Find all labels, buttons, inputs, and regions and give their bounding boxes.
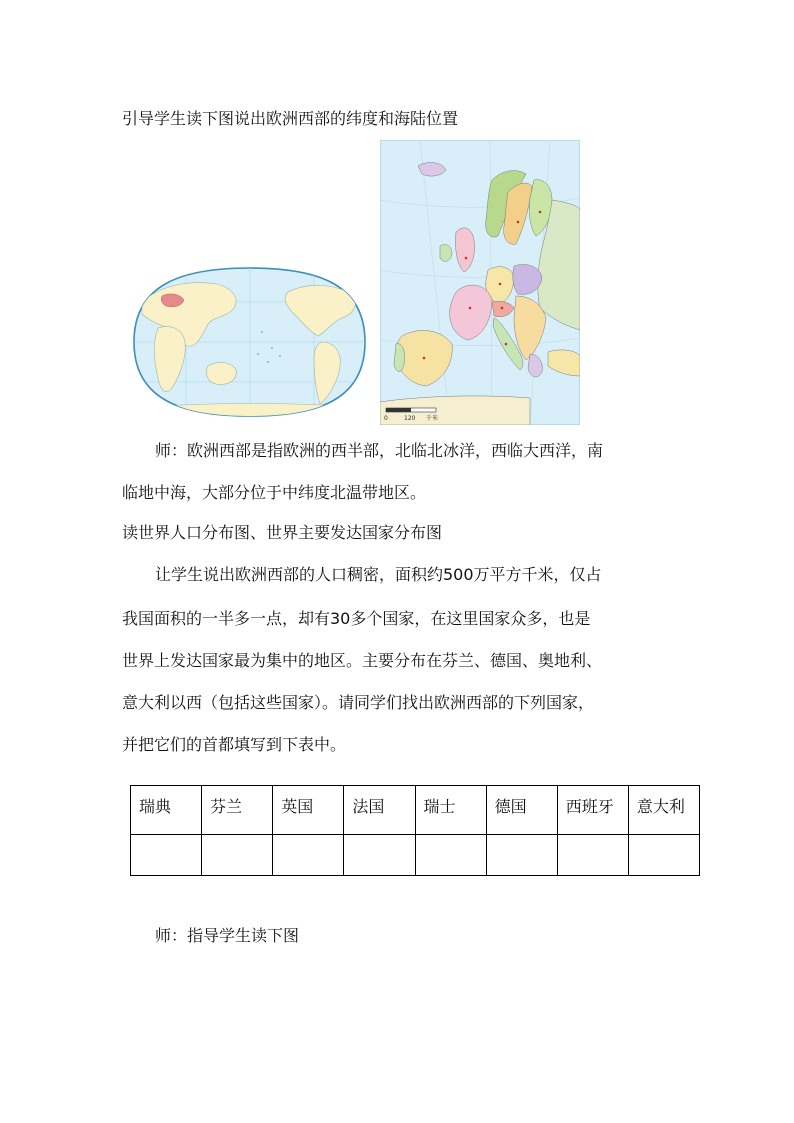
intro-text: 引导学生读下图说出欧洲西部的纬度和海陆位置 bbox=[122, 109, 459, 128]
capitals-table bbox=[130, 785, 700, 876]
country-cell: 西班牙 bbox=[557, 786, 628, 835]
paragraph-line-1: 让学生说出欧洲西部的人口稠密，面积约500万平方千米，仅占 bbox=[155, 565, 602, 584]
antarctica-landmass bbox=[142, 404, 362, 423]
capital-answer-cell[interactable] bbox=[486, 835, 557, 876]
capital-answer-row bbox=[131, 835, 700, 876]
paragraph-line-5: 并把它们的首都填写到下表中。 bbox=[122, 735, 347, 754]
country-cell: 意大利 bbox=[628, 786, 699, 835]
capital-answer-cell[interactable] bbox=[131, 835, 202, 876]
table-header-row bbox=[131, 786, 700, 835]
teacher-line-1: 师：欧洲西部是指欧洲的西半部，北临北冰洋，西临大西洋，南 bbox=[155, 441, 604, 460]
capital-answer-cell[interactable] bbox=[557, 835, 628, 876]
paragraph-line-4: 意大利以西（包括这些国家）。请同学们找出欧洲西部的下列国家， bbox=[122, 693, 595, 712]
capital-answer-cell[interactable] bbox=[273, 835, 344, 876]
country-cell: 法国 bbox=[344, 786, 415, 835]
teacher-line-2: 临地中海，大部分位于中纬度北温带地区。 bbox=[122, 483, 427, 502]
scale-label-120: 120 bbox=[404, 415, 416, 422]
capital-answer-cell[interactable] bbox=[415, 835, 486, 876]
capital-answer-cell[interactable] bbox=[344, 835, 415, 876]
portugal bbox=[394, 344, 405, 372]
subheading: 读世界人口分布图、世界主要发达国家分布图 bbox=[122, 523, 443, 542]
paragraph-line-2: 我国面积的一半多一点，却有30多个国家，在这里国家众多，也是 bbox=[122, 609, 591, 628]
australia-landmass bbox=[206, 363, 236, 385]
capital-answer-cell[interactable] bbox=[202, 835, 273, 876]
country-cell: 英国 bbox=[273, 786, 344, 835]
country-cell: 德国 bbox=[486, 786, 557, 835]
scale-label-unit: 千米 bbox=[426, 415, 439, 422]
country-cell: 瑞士 bbox=[415, 786, 486, 835]
capital-answer-cell[interactable] bbox=[628, 835, 699, 876]
country-cell: 芬兰 bbox=[202, 786, 273, 835]
paragraph-line-3: 世界上发达国家最为集中的地区。主要分布在芬兰、德国、奥地利、 bbox=[122, 651, 603, 670]
europe-map bbox=[380, 140, 580, 425]
closing-text: 师：指导学生读下图 bbox=[155, 926, 300, 945]
country-cell: 瑞典 bbox=[131, 786, 202, 835]
scale-label-zero: 0 bbox=[384, 415, 388, 422]
world-map bbox=[122, 262, 377, 422]
